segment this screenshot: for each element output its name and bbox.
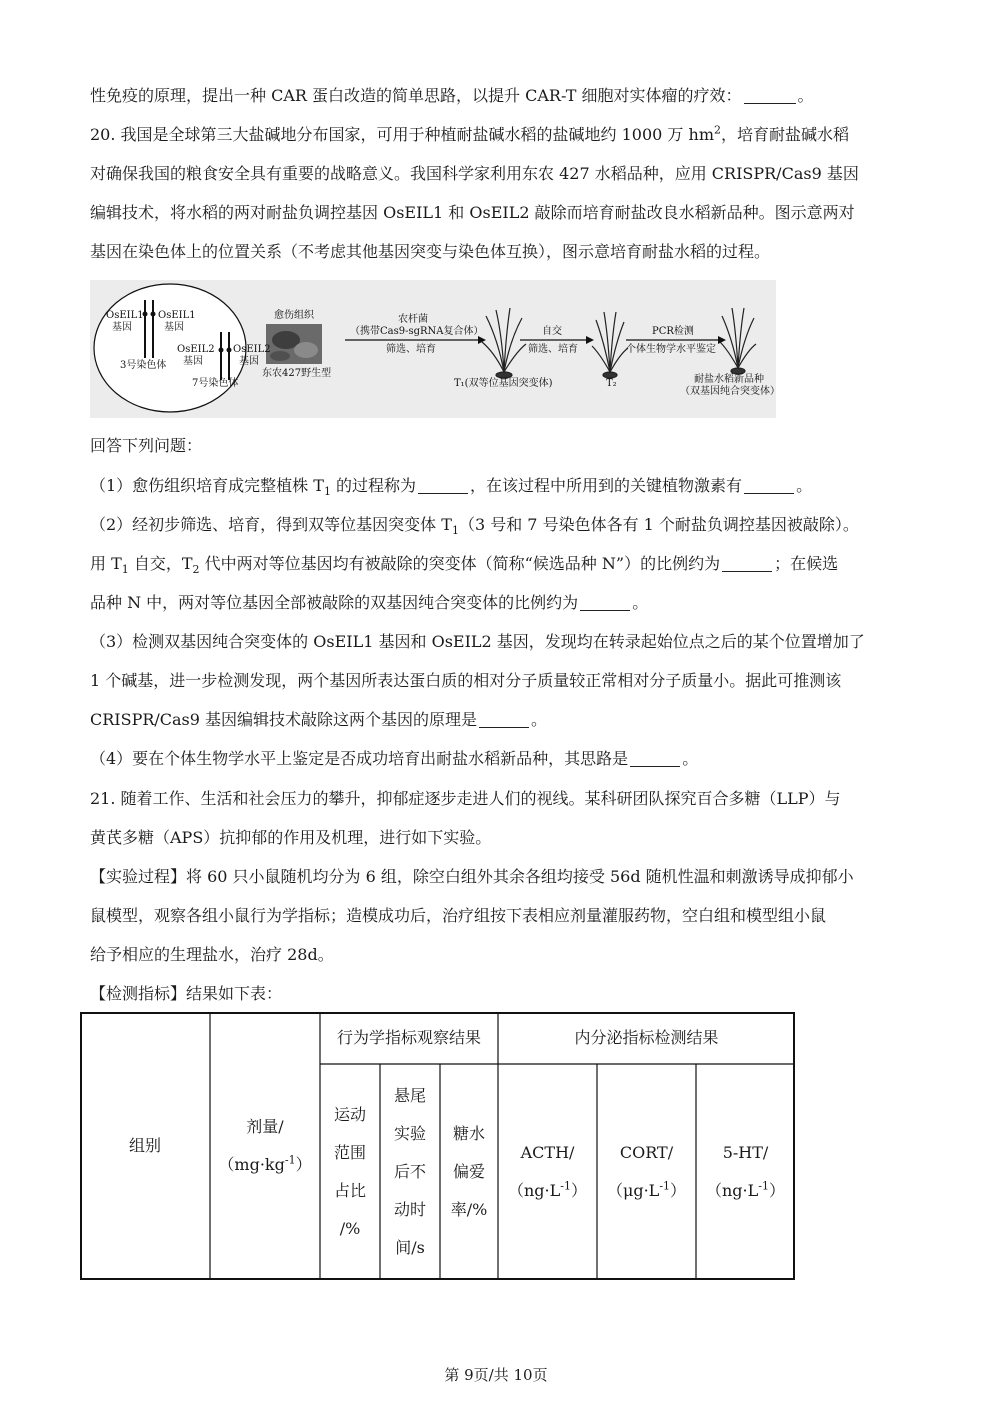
text-line [90,436,902,456]
agrobacterium-label: 农杆菌 [398,314,428,325]
header-text: 偏爱 [452,1162,485,1181]
unit-text: （ng·L [706,1181,759,1200]
text-line [90,86,902,106]
answer-blank[interactable] [479,711,529,728]
sub-question-4 [90,749,902,769]
question-21-line [90,789,902,809]
superscript: -1 [659,1179,671,1193]
header-movement-range [320,1064,380,1280]
header-text [508,1172,587,1210]
punct: 。 [682,749,699,768]
gene-label: OsEIL2 [177,344,215,355]
line-text: 对确保我国的粮食安全具有重要的战略意义。我国科学家利用东农 427 水稻品种，应用 CRISPR/Cas9 基因 [90,164,859,183]
header-cort [597,1064,696,1280]
gene-dot [227,348,232,353]
sub-question-1 [90,476,902,499]
answer-blank[interactable] [580,594,630,611]
line-text: 鼠模型，观察各组小鼠行为学指标；造模成功后，治疗组按下表相应剂量灌服药物，空白组和模型组小鼠 [90,906,827,925]
answer-blank[interactable] [630,750,680,767]
unit-text: （mg·kg [218,1155,285,1174]
t1-label: T₁(双等位基因突变体) [454,378,553,389]
line-text: 20. 我国是全球第三大盐碱地分布国家，可用于种植耐盐碱水稻的盐碱地约 1000 万 hm [90,125,714,144]
header-text: 运动 [333,1105,366,1124]
line-text: CRISPR/Cas9 基因编辑技术敲除这两个基因的原理是 [90,710,478,729]
sub-question-2 [90,515,902,538]
header-dose [210,1012,320,1280]
header-text: 率/% [450,1200,488,1219]
line-text: 性免疫的原理，提出一种 CAR 蛋白改造的简单思路，以提升 CAR-T 细胞对实体瘤的疗效： [90,86,742,105]
answer-blank[interactable] [722,555,772,572]
line-text: 回答下列问题： [90,436,203,455]
superscript: -1 [758,1179,769,1193]
line-text: ，培育耐盐碱水稻 [721,125,850,144]
gene-label: 基因 [112,322,132,333]
chromosome-label: 7号染色体 [192,378,239,389]
gene-label: 基因 [239,356,259,367]
gene-label: OsEIL1 [106,310,144,321]
line-text: （1）愈伤组织培育成完整植株 T [90,476,324,495]
header-text: 内分泌指标检测结果 [574,1028,719,1047]
header-sucrose-preference [440,1064,498,1280]
header-text [706,1172,785,1210]
line-text: 自交，T [128,554,193,573]
answer-blank[interactable] [744,477,794,494]
new-variety-note: （双基因纯合突变体） [680,386,780,397]
superscript: -1 [284,1153,296,1167]
line-text: ；在候选 [774,554,839,573]
gene-label: 基因 [183,356,203,367]
subscript: 1 [323,485,331,499]
header-acth [498,1064,597,1280]
punct: 。 [797,86,814,105]
line-text: 【实验过程】将 60 只小鼠随机均分为 6 组，除空白组外其余各组均接受 56d 随机性温和刺激诱导成抑郁小 [90,867,854,886]
subscript: 1 [451,524,459,538]
header-text: 行为学指标观察结果 [336,1028,481,1047]
gene-dot [151,312,156,317]
header-text: 组别 [128,1136,161,1155]
text-line [90,710,902,730]
header-group [80,1012,210,1280]
rice-plant-new-variety [720,308,756,374]
unit-text: ） [768,1181,785,1200]
line-text: （3）检测双基因纯合突变体的 OsEIL1 基因和 OsEIL2 基因，发现均在转录起始位点之后的某个位置增加了 [90,632,865,651]
chromosome-label: 3号染色体 [120,360,167,371]
line-text: 品种 N 中，两对等位基因全部被敲除的双基因纯合突变体的比例约为 [90,593,579,612]
unit-text: ） [670,1181,687,1200]
header-tail-suspension [380,1064,440,1280]
unit-text: ） [295,1155,312,1174]
header-endocrine [498,1012,795,1064]
header-text: ACTH/ [520,1143,575,1162]
answer-blank[interactable] [418,477,468,494]
text-line [90,554,902,577]
superscript: 2 [714,123,721,137]
header-text [218,1146,311,1184]
text-line [90,671,902,691]
header-behavior [320,1012,498,1064]
punct: 。 [632,593,649,612]
t2-label: T₂ [606,378,617,389]
header-text: 后不 [393,1162,426,1181]
line-text: 21. 随着工作、生活和社会压力的攀升，抑郁症逐步走进人们的视线。某科研团队探究百合多糖（LLP）与 [90,789,841,808]
header-text: 悬尾 [393,1086,426,1105]
gene-label: 基因 [164,322,184,333]
text-line [90,828,902,848]
unit-text: （μg·L [606,1181,660,1200]
question-20-line [90,125,902,145]
line-text: （3 号和 7 号染色体各有 1 个耐盐负调控基因被敲除）。 [458,515,859,534]
line-text: 1 个碱基，进一步检测发现，两个基因所表达蛋白质的相对分子质量较正常相对分子质量小。据此可推测该 [90,671,842,690]
text-line [90,242,902,262]
header-text: 范围 [333,1143,366,1162]
header-text: 5-HT/ [722,1143,769,1162]
line-text: 代中两对等位基因均有被敲除的突变体（简称“候选品种 N”）的比例约为 [199,554,721,573]
line-text: 编辑技术，将水稻的两对耐盐负调控基因 OsEIL1 和 OsEIL2 敲除而培育耐盐改良水稻新品种。图示意两对 [90,203,855,222]
line-text: 【检测指标】结果如下表： [90,984,283,1003]
sub-question-3 [90,632,902,652]
header-text: 剂量/ [246,1117,284,1136]
detection-index [90,984,902,1004]
line-text: 的过程称为 [330,476,417,495]
unit-text: ） [570,1181,587,1200]
unit-text: （ng·L [508,1181,561,1200]
step-label: 筛选、培育 [528,344,578,355]
line-text: （4）要在个体生物学水平上鉴定是否成功培育出耐盐水稻新品种，其思路是 [90,749,629,768]
step-label: 筛选、培育 [386,344,436,355]
line-text: ，在该过程中所用到的关键植物激素有 [470,476,743,495]
new-variety-label: 耐盐水稻新品种 [694,374,764,385]
breeding-process-figure [90,280,780,418]
header-text: 间/s [395,1238,425,1257]
header-text: 占比 [333,1181,366,1200]
wild-type-label: 东农427野生型 [262,368,332,379]
answer-blank[interactable] [744,87,796,104]
results-table [80,1012,795,1280]
gene-dot [219,348,224,353]
text-line [90,593,902,613]
text-line [90,203,902,223]
header-text: 糖水 [452,1124,485,1143]
line-text: 基因在染色体上的位置关系（不考虑其他基因突变与染色体互换），图示意培育耐盐水稻的过程。 [90,242,771,261]
text-line [90,906,902,926]
header-text: 实验 [393,1124,426,1143]
punct: 。 [796,476,813,495]
chromosome-ellipse [94,284,246,412]
agrobacterium-note: （携带Cas9-sgRNA复合体） [350,326,484,337]
step-label: PCR检测 [652,326,694,337]
line-text: 给予相应的生理盐水，治疗 28d。 [90,945,334,964]
rice-plant-t1 [482,308,526,378]
experiment-process [90,867,902,887]
header-5ht [696,1064,795,1280]
superscript: -1 [560,1179,571,1193]
subscript: 1 [121,563,129,577]
header-text: CORT/ [619,1143,674,1162]
callus-label: 愈伤组织 [274,310,314,321]
text-line [90,945,902,965]
step-label: 个体生物学水平鉴定 [626,344,716,355]
header-text: 动时 [393,1200,426,1219]
header-text: /% [339,1219,361,1238]
rice-plant-t2 [592,312,628,378]
page-footer: 第 9页/共 10页 [444,1366,548,1384]
gene-label: OsEIL2 [233,344,271,355]
line-text: 黄芪多糖（APS）抗抑郁的作用及机理，进行如下实验。 [90,828,492,847]
subscript: 2 [192,563,200,577]
line-text: （2）经初步筛选、培育，得到双等位基因突变体 T [90,515,452,534]
punct: 。 [531,710,548,729]
text-line [90,164,902,184]
header-text [607,1172,686,1210]
line-text: 用 T [90,554,122,573]
gene-label: OsEIL1 [158,310,196,321]
step-label: 自交 [542,326,562,337]
